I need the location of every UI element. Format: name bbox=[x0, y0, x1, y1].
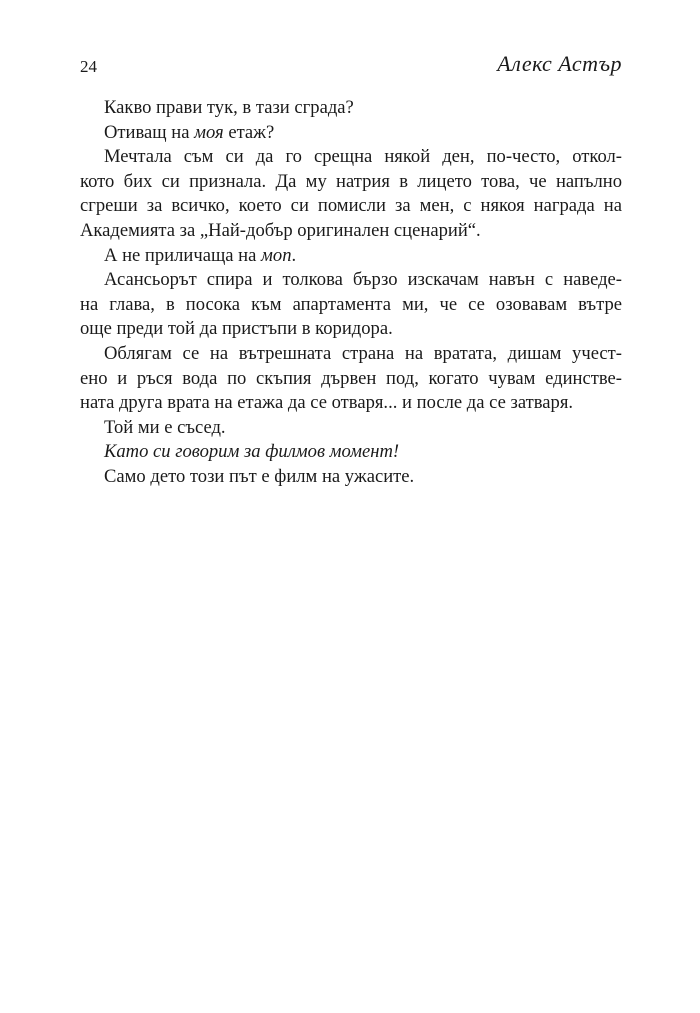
paragraph-text: Какво прави тук, в тази сграда? bbox=[104, 97, 354, 118]
line: кото бих си признала. Да му натрия в лицето това, че напълно bbox=[80, 170, 622, 192]
paragraph-text: Само дето този път е филм на ужасите. bbox=[104, 465, 415, 487]
paragraph bbox=[80, 121, 622, 146]
italic-text: моп bbox=[261, 244, 292, 266]
paragraph-text: . bbox=[291, 244, 297, 266]
line: сгреши за всичко, което си помисли за мен, с някоя награда на bbox=[80, 195, 622, 217]
line: Мечтала съм си да го срещна някой ден, по-често, откол- bbox=[104, 146, 622, 168]
paragraph bbox=[80, 145, 622, 243]
paragraph bbox=[80, 244, 622, 269]
italic-text: моя bbox=[194, 121, 224, 143]
line: на глава, в посока към апартамента ми, че се озовавам вътре bbox=[80, 293, 622, 315]
paragraph bbox=[80, 342, 622, 416]
line: ено и ръся вода по скъпия дървен под, когато чувам единстве- bbox=[80, 367, 622, 389]
page-number: 24 bbox=[80, 57, 97, 76]
line: Асансьорът спира и толкова бързо изскачам навън с наведе- bbox=[104, 269, 622, 291]
paragraph bbox=[80, 440, 622, 465]
line: ната друга врата на етажа да се отваря... и после да се затваря. bbox=[80, 392, 574, 414]
paragraph bbox=[80, 465, 622, 490]
author-name: Алекс Астър bbox=[497, 51, 622, 76]
paragraph-text: А не приличаща на bbox=[104, 244, 262, 266]
running-header bbox=[80, 50, 622, 80]
body-text bbox=[80, 96, 622, 490]
line: Академията за „Най-добър оригинален сценарий“. bbox=[80, 219, 481, 241]
italic-text: Като си говорим за филмов момент! bbox=[104, 441, 400, 463]
paragraph bbox=[80, 96, 622, 121]
paragraph bbox=[80, 416, 622, 441]
paragraph bbox=[80, 268, 622, 342]
paragraph-text: Той ми е съсед. bbox=[104, 416, 226, 438]
line: още преди той да пристъпи в коридора. bbox=[80, 318, 393, 340]
paragraph-text: етаж? bbox=[223, 121, 275, 143]
line: Облягам се на вътрешната страна на вратата, дишам учест- bbox=[104, 342, 622, 364]
paragraph-text: Отиващ на bbox=[104, 121, 195, 143]
